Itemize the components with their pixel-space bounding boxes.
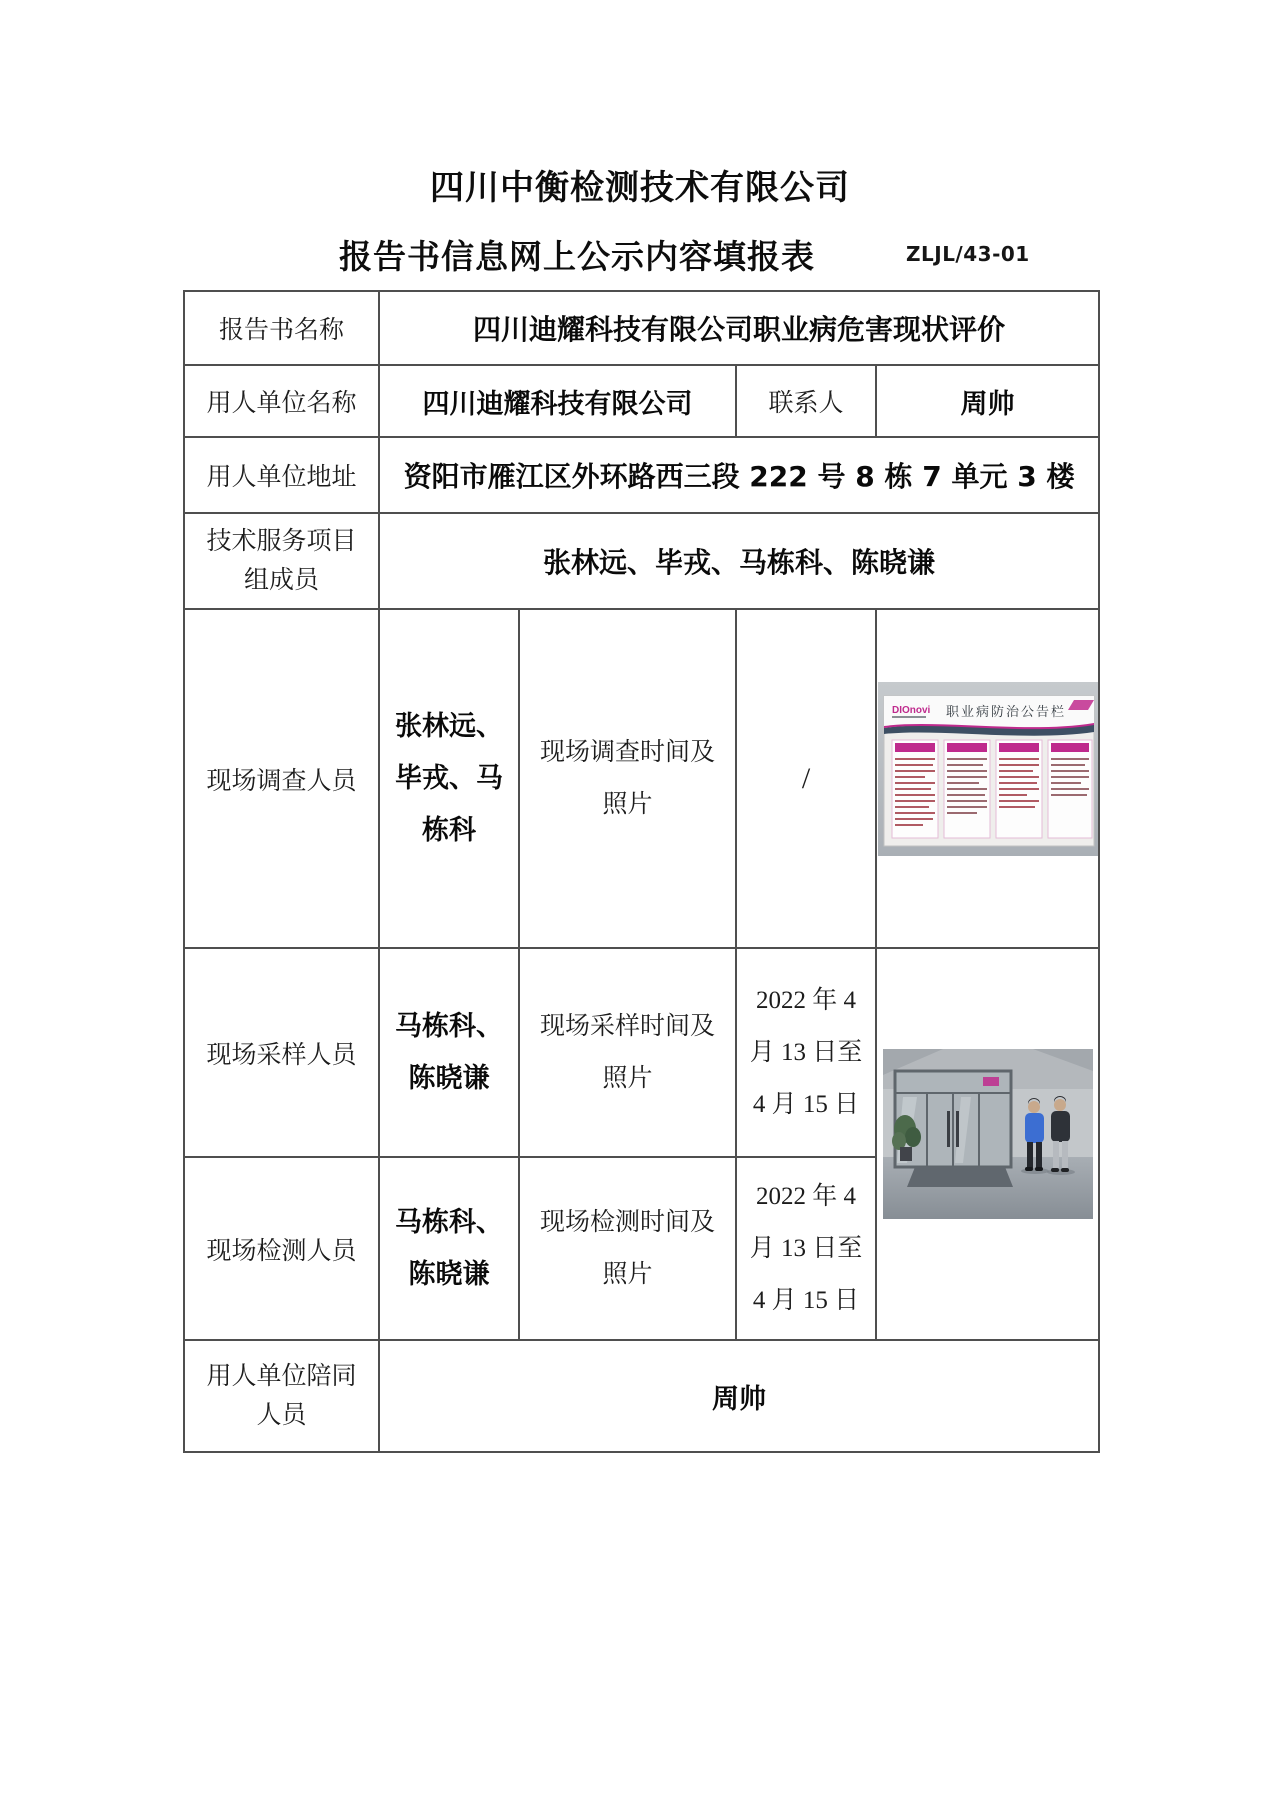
- project-team-value: 张林远、毕戎、马栋科、陈晓谦: [379, 513, 1099, 609]
- employer-name-label: 用人单位名称: [184, 365, 379, 437]
- project-team-label: 技术服务项目 组成员: [184, 513, 379, 609]
- site-survey-personnel: 张林远、 毕戎、马 栋科: [379, 609, 519, 948]
- site-testing-time: 2022 年 4 月 13 日至 4 月 15 日: [736, 1157, 876, 1340]
- accompanying-label: 用人单位陪同 人员: [184, 1340, 379, 1452]
- employer-address-label: 用人单位地址: [184, 437, 379, 513]
- accompanying-value: 周帅: [379, 1340, 1099, 1452]
- employer-address-value: 资阳市雁江区外环路西三段 222 号 8 栋 7 单元 3 楼: [379, 437, 1099, 513]
- site-sampling-caption: 现场采样时间及 照片: [519, 948, 736, 1157]
- bulletin-board-photo-graphic: [878, 682, 1098, 856]
- site-sampling-label: 现场采样人员: [184, 948, 379, 1157]
- report-name-value: 四川迪耀科技有限公司职业病危害现状评价: [379, 291, 1099, 365]
- site-testing-caption: 现场检测时间及 照片: [519, 1157, 736, 1340]
- row-report-name: [184, 291, 1099, 365]
- entrance-photo-graphic: [883, 1049, 1093, 1219]
- site-sampling-personnel: 马栋科、 陈晓谦: [379, 948, 519, 1157]
- site-sampling-time: 2022 年 4 月 13 日至 4 月 15 日: [736, 948, 876, 1157]
- company-title: 四川中衡检测技术有限公司: [430, 168, 850, 208]
- row-employer-name: [184, 365, 1099, 437]
- site-survey-label: 现场调查人员: [184, 609, 379, 948]
- site-testing-label: 现场检测人员: [184, 1157, 379, 1340]
- bulletin-logo-text: DIOnovi: [891, 704, 930, 716]
- form-code: ZLJL/43-01: [906, 242, 1030, 266]
- form-title: 报告书信息网上公示内容填报表: [339, 237, 815, 276]
- contact-value: 周帅: [876, 365, 1099, 437]
- entrance-photo: [883, 1049, 1093, 1219]
- report-name-label: 报告书名称: [184, 291, 379, 365]
- employer-name-value: 四川迪耀科技有限公司: [379, 365, 736, 437]
- site-survey-photo-cell: [876, 609, 1099, 948]
- bulletin-board-photo: [878, 682, 1098, 856]
- bulletin-board-title: 职业病防治公告栏: [945, 703, 1066, 719]
- report-info-table: [183, 290, 1100, 1453]
- site-survey-time: /: [736, 609, 876, 948]
- contact-label: 联系人: [736, 365, 876, 437]
- row-site-survey: [184, 609, 1099, 948]
- row-accompanying: [184, 1340, 1099, 1452]
- sampling-testing-photo-cell: [876, 948, 1099, 1340]
- row-site-sampling: [184, 948, 1099, 1157]
- row-project-team: [184, 513, 1099, 609]
- site-survey-caption: 现场调查时间及 照片: [519, 609, 736, 948]
- row-employer-address: [184, 437, 1099, 513]
- site-testing-personnel: 马栋科、 陈晓谦: [379, 1157, 519, 1340]
